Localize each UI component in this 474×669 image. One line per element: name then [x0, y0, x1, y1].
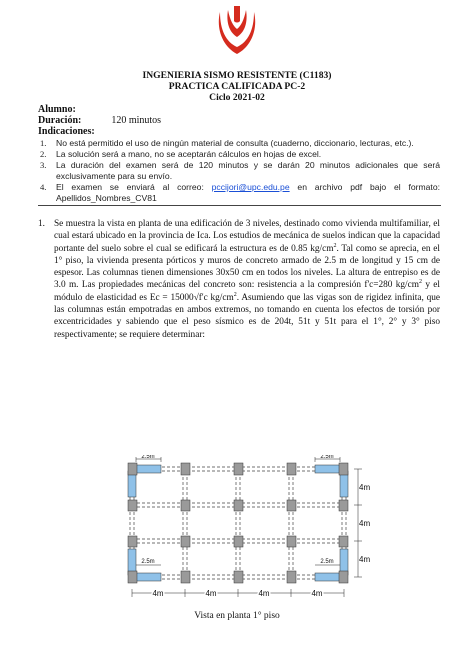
- dim-label: 2.5m: [141, 559, 155, 565]
- dim-label: 4m: [359, 483, 371, 492]
- list-item: 2. La solución será a mano, no se aceptarán cálculos en hojas de excel.: [40, 149, 322, 159]
- list-item: 3. La duración del examen será de 120 minutos y se darán 20 minutos adicionales que será exclusivamente para su envío.: [40, 160, 440, 181]
- indicaciones-label: Indicaciones:: [38, 126, 95, 137]
- dim-label: 2.5m: [141, 455, 155, 460]
- divider: [38, 205, 441, 206]
- question-1: 1. Se muestra la vista en planta de una edificación de 3 niveles, destinado como vivienda multifamiliar, el cual estará ubicado en la provincia de Ica. Los estudios de mecánica de suelos indican que la capacidad portante del suelo sobre el cual se edificará la estructura es de 0.85 $kg/cm^2$. Tal como se aprecia, en el 1° piso, la vivienda presenta pórticos y muros de concreto armado de 2.5 m de longitud y 15 cm de espesor. Las columnas tienen dimensiones 30x50 cm en todos los niveles. La altura de entrepiso es de 3.0 m. Las propiedades mecánicas del concreto son: resistencia a la compresión f'c=280 $kg/cm^2$ y el módulo de elasticidad es Ec = 15000√f'c $kg/cm^2$. Asumiendo que las vigas son de rigidez infinita, que las columnas están empotradas en ambos extremos, no tomando en cuenta los efectos de torsión por excentricidades y sabiendo que el peso sísmico es de 204t, 51t y 51t para el 1°, 2° y 3° piso respectivamente; se requiere determinar:: [38, 219, 440, 340]
- course-title: INGENIERIA SISMO RESISTENTE (C1183): [142, 70, 332, 81]
- dim-label: 4m: [359, 519, 371, 528]
- floor-plan: [112, 455, 374, 607]
- list-item: 1. No está permitido el uso de ningún material de consulta (cuaderno, diccionario, lecturas, etc.).: [40, 138, 414, 148]
- email-link[interactable]: pccijori@upc.edu.pe: [211, 182, 290, 192]
- duracion-value: 120 minutos: [111, 115, 162, 126]
- plan-caption: Vista en planta 1° piso: [194, 611, 280, 621]
- duracion-label: Duración:: [38, 115, 82, 126]
- dim-label: 2.5m: [320, 455, 334, 460]
- indicaciones-list: [40, 138, 440, 204]
- cycle-title: Ciclo 2021-02: [209, 92, 265, 103]
- question-text: Se muestra la vista en planta de una edificación de 3 niveles, destinado como vivienda multifamiliar, el cual estará ubicado en la provincia de Ica. Los estudios de mecánica de suelos indican que la capacidad portante del suelo sobre el cual se edificará la estructura es de 0.85 $kg/cm^2$. Tal como se aprecia, en el 1° piso, la vivienda presenta pórticos y muros de concreto armado de 2.5 m de longitud y 15 cm de espesor. Las columnas tienen dimensiones 30x50 cm en todos los niveles. La altura de entrepiso es de 3.0 m. Las propiedades mecánicas del concreto son: resistencia a la compresión f'c=280 $kg/cm^2$ y el módulo de elasticidad es Ec = 15000√f'c $kg/cm^2$. Asumiendo que las vigas son de rigidez infinita, que las columnas están empotradas en ambos extremos, no tomando en cuenta los efectos de torsión por excentricidades y sabiendo que el peso sísmico es de 204t, 51t y 51t para el 1°, 2° y 3° piso respectivamente; se requiere determinar:: [54, 219, 440, 340]
- dim-label: 2.5m: [320, 559, 334, 565]
- alumno-label: Alumno:: [38, 104, 76, 115]
- dim-label: 4m: [359, 555, 371, 564]
- upc-logo: [214, 4, 260, 58]
- list-item: 4. El examen se enviará al correo: pccijori@upc.edu.pe en archivo pdf bajo el formato: Apellidos_Nombres_CV81: [40, 182, 440, 203]
- dim-label: 4m: [311, 589, 323, 598]
- dim-label: 4m: [258, 589, 270, 598]
- exam-title: PRACTICA CALIFICADA PC-2: [168, 81, 306, 92]
- dim-label: 4m: [205, 589, 217, 598]
- dim-label: 4m: [152, 589, 164, 598]
